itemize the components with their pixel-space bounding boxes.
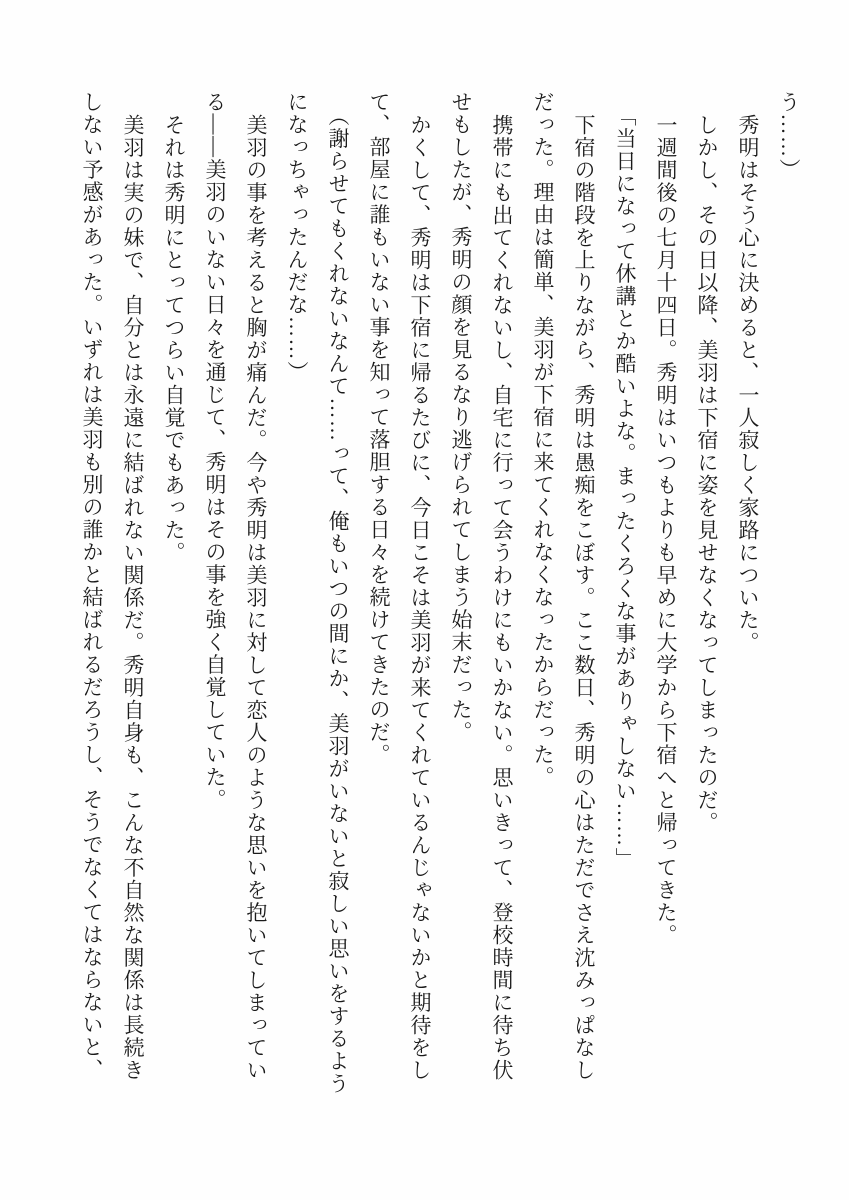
paragraph-3: しかし、その日以降、美羽は下宿に姿を見せなくなってしまったのだ。 — [695, 113, 719, 834]
paragraph-10: 美羽の事を考えると胸が痛んだ。今や秀明は美羽に対して恋人のような思いを抱いてしまっている――美羽のいない日々を通じて、秀明はその事を強く自覚していた。 — [203, 91, 268, 1081]
paragraph-6: 下宿の階段を上りながら、秀明は愚痴をこぼす。ここ数日、秀明の心はただでさえ沈みっぱなしだった。理由は簡単、美羽が下宿に来てくれなくなったからだった。 — [531, 91, 596, 1081]
paragraph-9: （謝らせてもくれないなんて……って、俺もいつの間にか、美羽がいないと寂しい思いをするようになっちゃったんだな……） — [285, 91, 350, 1095]
paragraph-7: 携帯にも出てくれないし、自宅に行って会うわけにもいかない。思いきって、登校時間に待ち伏せもしたが、秀明の顔を見るなり逃げられてしまう始末だった。 — [449, 91, 514, 1081]
paragraph-11: それは秀明にとってつらい自覚でもあった。 — [162, 113, 186, 564]
paragraph-4: 一週間後の七月十四日。秀明はいつもよりも早めに大学から下宿へと帰ってきた。 — [654, 113, 678, 946]
vertical-text-block — [71, 91, 809, 1099]
paragraph-8: かくして、秀明は下宿に帰るたびに、今日こそは美羽が来てくれているんじゃないかと期待をして、部屋に誰もいない事を知って落胆する日々を続けてきたのだ。 — [367, 91, 432, 1081]
paragraph-1: う……） — [777, 91, 801, 181]
paragraph-2: 秀明はそう心に決めると、一人寂しく家路についた。 — [736, 113, 760, 654]
paragraph-12: 美羽は実の妹で、自分とは永遠に結ばれない関係だ。秀明自身も、こんな不自然な関係は長続きしない予感があった。いずれは美羽も別の誰かと結ばれるだろうし、そうでなくてはならないと、 — [80, 91, 145, 1081]
paragraph-5: 「当日になって休講とか酷いよな。まったくろくな事がありゃしない……」 — [613, 105, 637, 870]
